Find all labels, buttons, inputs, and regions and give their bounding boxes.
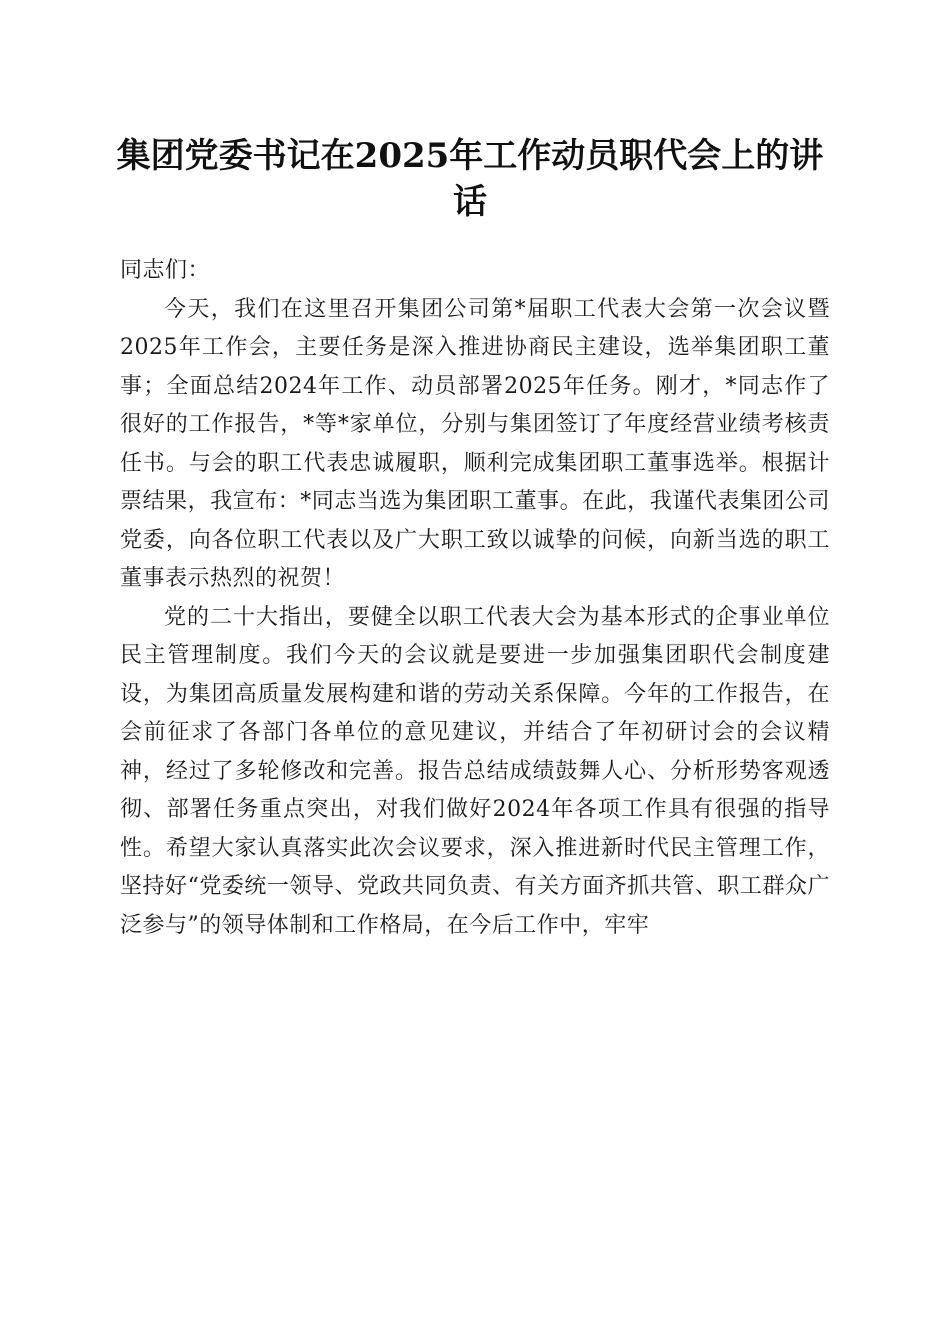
paragraph-democratic-management: 党的二十大指出，要健全以职工代表大会为基本形式的企事业单位民主管理制度。我们今天的会议就是要进一步加强集团职代会制度建设，为集团高质量发展构建和谐的劳动关系保障。今年的工作报告，在会前征求了各部门各单位的意见建议，并结合了年初研讨会的会议精神，经过了多轮修改和完善。报告总结成绩鼓舞人心、分析形势客观透彻、部署任务重点突出，对我们做好2024年各项工作具有很强的指导性。希望大家认真落实此次会议要求，深入推进新时代民主管理工作，坚持好“党委统一领导、党政共同负责、有关方面齐抓共管、职工群众广泛参与”的领导体制和工作格局，在今后工作中，牢牢 <box>120 604 830 938</box>
document-title: 集团党委书记在2025年工作动员职代会上的讲话 <box>116 136 824 222</box>
salutation: 同志们： <box>120 258 211 283</box>
paragraph-opening: 今天，我们在这里召开集团公司第*届职工代表大会第一次会议暨2025年工作会，主要任务是深入推进协商民主建设，选举集团职工董事；全面总结2024年工作、动员部署2025年任务。刚才，*同志作了很好的工作报告，*等*家单位，分别与集团签订了年度经营业绩考核责任书。与会的职工代表忠诚履职，顺利完成集团职工董事选举。根据计票结果，我宣布：*同志当选为集团职工董事。在此，我谨代表集团公司党委，向各位职工代表以及广大职工致以诚挚的问候，向新当选的职工董事表示热烈的祝贺！ <box>120 296 830 591</box>
document-body <box>120 252 830 945</box>
